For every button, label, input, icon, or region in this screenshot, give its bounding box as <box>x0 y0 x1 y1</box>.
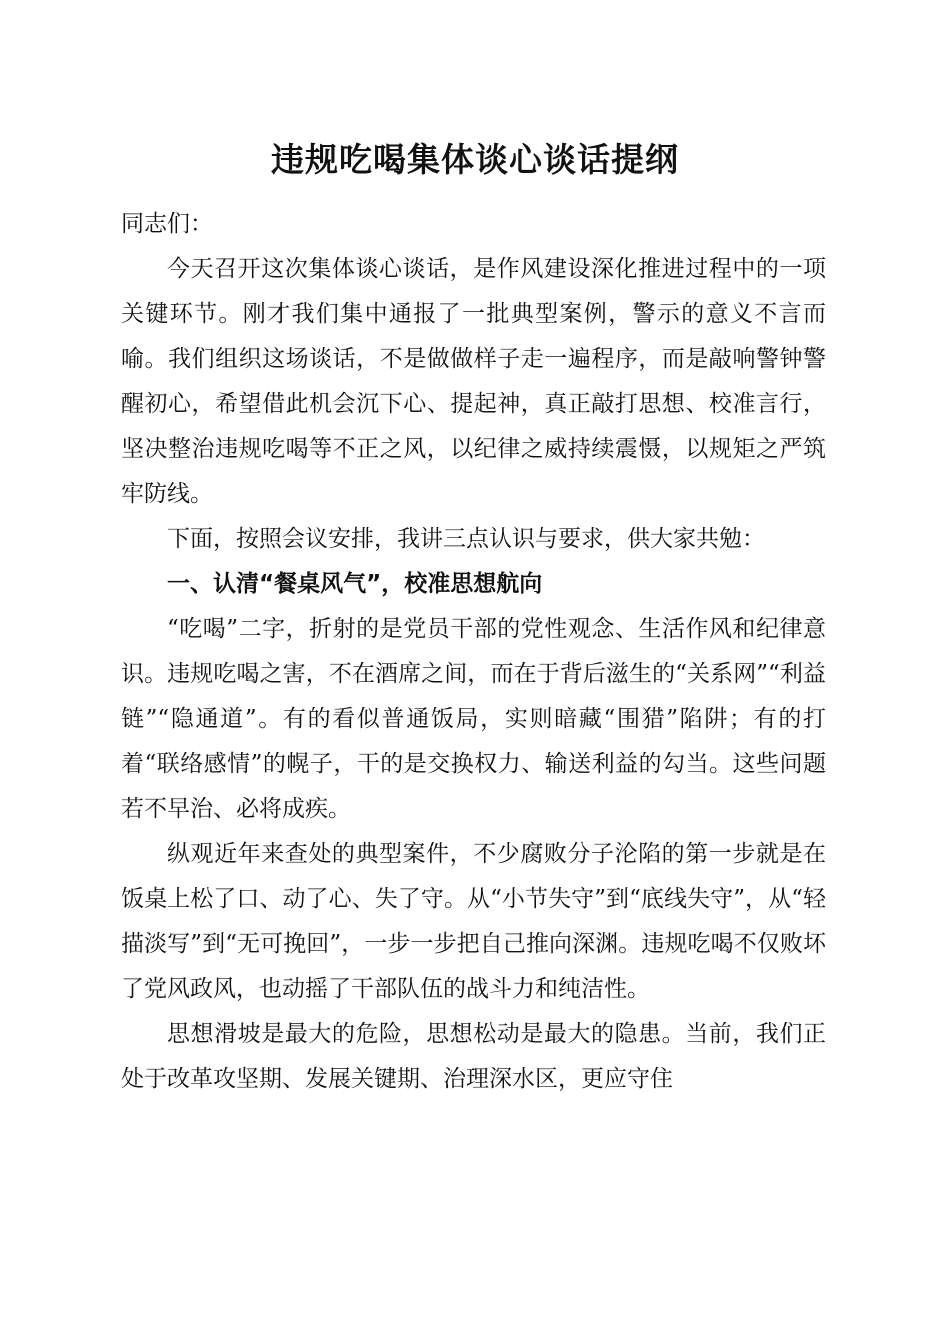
section1-paragraph-1: “吃喝”二字，折射的是党员干部的党性观念、生活作风和纪律意识。违规吃喝之害，不在酒席之间，而在于背后滋生的“关系网”“利益链”“隐通道”。有的看似普通饭局，实则暗藏“围猎”陷阱；有的打着“联络感情”的幌子，干的是交换权力、输送利益的勾当。这些问题若不早治、必将成疾。 <box>121 616 826 822</box>
section-heading-1: 一、认清“餐桌风气”，校准思想航向 <box>167 571 543 597</box>
paragraph-agenda: 下面，按照会议安排，我讲三点认识与要求，供大家共勉： <box>167 526 765 552</box>
document-title: 违规吃喝集体谈心谈话提纲 <box>271 140 679 179</box>
salutation: 同志们： <box>121 211 213 237</box>
document-body <box>121 202 826 1102</box>
section1-paragraph-2: 纵观近年来查处的典型案件，不少腐败分子沦陷的第一步就是在饭桌上松了口、动了心、失了守。从“小节失守”到“底线失守”，从“轻描淡写”到“无可挽回”，一步一步把自己推向深渊。违规吃喝不仅败坏了党风政风，也动摇了干部队伍的战斗力和纯洁性。 <box>121 841 826 1002</box>
section1-paragraph-3: 思想滑坡是最大的危险，思想松动是最大的隐患。当前，我们正处于改革攻坚期、发展关键期、治理深水区，更应守住 <box>121 1021 826 1092</box>
paragraph-intro: 今天召开这次集体谈心谈话，是作风建设深化推进过程中的一项关键环节。刚才我们集中通报了一批典型案例，警示的意义不言而喻。我们组织这场谈话，不是做做样子走一遍程序，而是敲响警钟警醒初心，希望借此机会沉下心、提起神，真正敲打思想、校准言行，坚决整治违规吃喝等不正之风，以纪律之威持续震慑，以规矩之严筑牢防线。 <box>121 256 826 507</box>
